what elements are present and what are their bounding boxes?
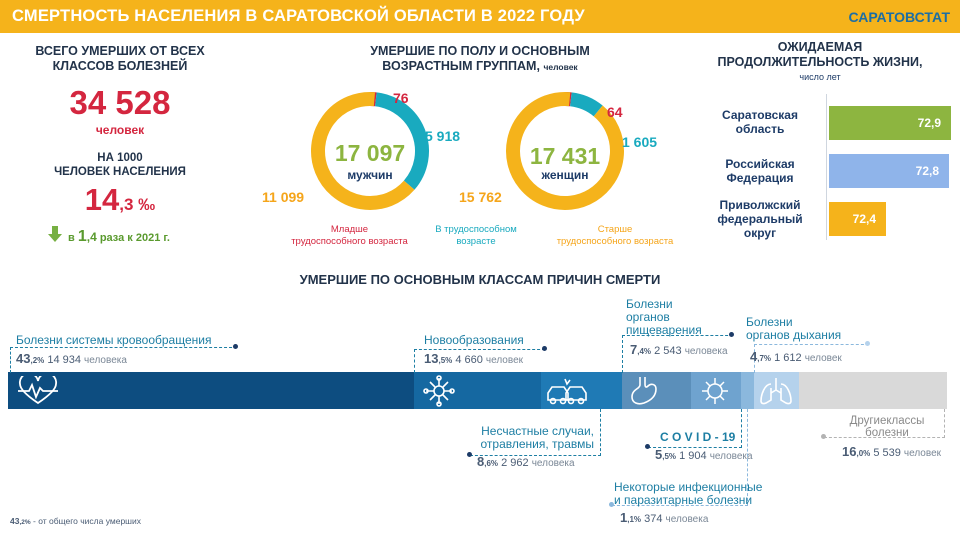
per1000-heading: НА 1000 ЧЕЛОВЕК НАСЕЛЕНИЯ: [54, 152, 186, 178]
legend-old: Старше трудоспособного возраста: [556, 224, 674, 247]
legend-working: В трудоспособном возрасте: [435, 224, 517, 247]
women-old-value: 15 762: [459, 189, 502, 205]
page-title: СМЕРТНОСТЬ НАСЕЛЕНИЯ В САРАТОВСКОЙ ОБЛАСТИ В 2022 ГОДУ: [12, 7, 585, 25]
women-young-value: 64: [607, 104, 623, 120]
life-row-name: Российская Федерация: [725, 157, 795, 185]
men-old-value: 11 099: [262, 189, 305, 205]
lungs-icon: [758, 376, 794, 406]
life-bar: 72,9: [829, 106, 951, 140]
men-working-value: 5 918: [425, 128, 461, 144]
leader-dot: [729, 332, 734, 337]
bar-segment-neoplasms: [414, 372, 541, 409]
stat-respiratory: 4,7% 1 612 человек: [750, 349, 842, 364]
women-total: 17 431: [529, 143, 601, 169]
label-covid: C O V I D - 19: [660, 430, 736, 444]
total-heading: ВСЕГО УМЕРШИХ ОТ ВСЕХ КЛАССОВ БОЛЕЗНЕЙ: [35, 44, 205, 73]
bar-segment-other: [799, 372, 947, 409]
label-neoplasms: Новообразования: [424, 333, 524, 347]
causes-heading: УМЕРШИЕ ПО ОСНОВНЫМ КЛАССАМ ПРИЧИН СМЕРТИ: [299, 272, 661, 287]
header-bar: [0, 0, 960, 33]
donut-slice-working: [571, 99, 598, 111]
leader-dot: [467, 452, 472, 457]
total-unit: человек: [95, 123, 145, 137]
stat-neoplasms: 13,5% 4 660 человек: [424, 351, 524, 366]
label-other: Другиеклассы болезни: [849, 415, 925, 439]
life-row-name: Приволжский федеральный округ: [717, 198, 803, 240]
bar-segment-digestive: [622, 372, 691, 409]
label-infectious: Некоторые инфекционные и паразитарные болезни: [614, 480, 763, 507]
rate-value: 14,3 ‰: [84, 182, 156, 217]
life-heading: ОЖИДАЕМАЯ ПРОДОЛЖИТЕЛЬНОСТЬ ЖИЗНИ, число лет: [717, 40, 923, 82]
virus-icon: [699, 376, 731, 406]
stat-covid: 5,5% 1 904 человека: [655, 447, 753, 462]
life-axis: [826, 94, 827, 240]
stat-infectious: 1,1% 374 человека: [620, 510, 709, 525]
brand-logo-text: САРАТОВСТАТ: [848, 9, 950, 25]
leader-dot: [821, 434, 826, 439]
stomach-icon: [628, 375, 660, 407]
life-bar: 72,8: [829, 154, 949, 188]
leader-dot: [542, 346, 547, 351]
legend-young: Младше трудоспособного возраста: [291, 224, 408, 247]
bar-segment-covid: [691, 372, 741, 409]
change-text: в 1,4 раза к 2021 г.: [68, 228, 170, 245]
women-label: женщин: [541, 168, 589, 182]
men-total: 17 097: [334, 140, 406, 166]
leader-dot: [865, 341, 870, 346]
leader-dot: [233, 344, 238, 349]
stat-accidents: 8,6% 2 962 человека: [477, 454, 575, 469]
stat-circulation: 43,2% 14 934 человека: [16, 351, 127, 366]
bar-segment-respiratory: [754, 372, 799, 409]
bar-segment-accidents: [541, 372, 622, 409]
women-working-value: 1 605: [622, 134, 658, 150]
total-value: 34 528: [69, 84, 171, 121]
cell-icon: [422, 375, 456, 407]
label-respiratory: Болезни органов дыхания: [746, 315, 842, 342]
gender-heading: УМЕРШИЕ ПО ПОЛУ И ОСНОВНЫМ ВОЗРАСТНЫМ ГРУППАМ, человек: [370, 44, 590, 73]
life-row-name: Саратовская область: [722, 108, 798, 136]
label-digestive: Болезни органов пищеварения: [626, 297, 702, 337]
label-circulation: Болезни системы кровообращения: [16, 333, 212, 347]
men-young-value: 76: [393, 90, 409, 106]
down-arrow-icon: [48, 226, 62, 247]
life-bar: 72,4: [829, 202, 886, 236]
men-label: мужчин: [347, 168, 393, 182]
car-crash-icon: [545, 376, 589, 406]
bar-segment-infectious: [741, 372, 754, 409]
stat-digestive: 7,4% 2 543 человека: [630, 342, 728, 357]
label-accidents: Несчастные случаи, отравления, травмы: [480, 424, 594, 451]
heart-icon: [16, 376, 60, 406]
bar-segment-circulation: [8, 372, 414, 409]
stat-other: 16,0% 5 539 человек: [842, 444, 942, 459]
footnote: 43,2% - от общего числа умерших: [10, 516, 142, 526]
